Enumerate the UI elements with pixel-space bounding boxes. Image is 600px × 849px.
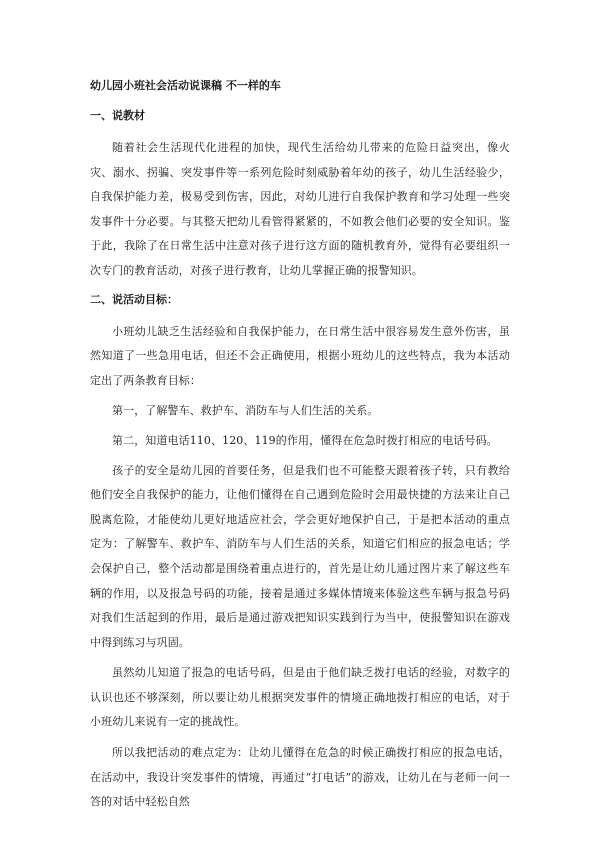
document-title: 幼儿园小班社会活动说课稿 不一样的车 (90, 79, 281, 92)
paragraph-goal-two: 第二，知道电话110、120、119的作用，懂得在危急时拨打相应的电话号码。 (112, 433, 498, 447)
paragraph-challenge: 虽然幼儿知道了报急的电话号码，但是由于他们缺乏拨打电话的经验，对数字的认识也还不够深刻，所以要让幼儿根据突发事件的情境正确地拨打相应的电话，对于小班幼儿来说有一定的挑战性。 (90, 666, 510, 729)
paragraph-teaching-material: 随着社会生活现代化进程的加快，现代生活给幼儿带来的危险日益突出，像火灾、溺水、拐骗、突发事件等一系列危险时刻威胁着年幼的孩子，幼儿生活经验少，自我保护能力差，极易受到伤害，因此，对幼儿进行自我保护教育和学习处理一些突发事件十分必要。与其整天把幼儿看管得紧紧的，不如教会他们必要的安全知识。鉴于此，我除了在日常生活中注意对孩子进行这方面的随机教育外，觉得有必要组织一次专门的教育活动，对孩子进行教育，让幼儿掌握正确的报警知识。 (90, 141, 510, 277)
document-page (90, 72, 510, 849)
section-heading-teaching-material: 一、说教材 (90, 109, 145, 122)
paragraph-goal-one: 第一，了解警车、救护车、消防车与人们生活的关系。 (112, 404, 379, 418)
section-heading-activity-goals: 二、说活动目标： (90, 292, 178, 306)
paragraph-goals-intro: 小班幼儿缺乏生活经验和自我保护能力，在日常生活中很容易发生意外伤害，虽然知道了一些急用电话，但还不会正确使用，根据小班幼儿的这些特点，我为本活动定出了两条教育目标： (90, 324, 510, 387)
paragraph-difficulty: 所以我把活动的难点定为：让幼儿懂得在危急的时候正确拨打相应的报急电话，在活动中，我设计突发事件的情境，再通过“打电话”的游戏，让幼儿在与老师一问一答的对话中轻松自然 (90, 746, 510, 809)
paragraph-key-points: 孩子的安全是幼儿园的首要任务，但是我们也不可能整天跟着孩子转，只有教给他们安全自我保护的能力，让他们懂得在自己遇到危险时会用最快捷的方法来让自己脱离危险，才能使幼儿更好地适应社会，学会更好地保护自己，于是把本活动的重点定为：了解警车、救护车、消防车与人们生活的关系，知道它们相应的报急电话；学会保护自己，整个活动都是围绕着重点进行的，首先是让幼儿通过图片来了解这些车辆的作用，以及报急号码的功能，接着是通过多媒体情境来体验这些车辆与报急号码对我们生活起到的作用，最后是通过游戏把知识实践到行为当中，使报警知识在游戏中得到练习与巩固。 (90, 463, 510, 649)
